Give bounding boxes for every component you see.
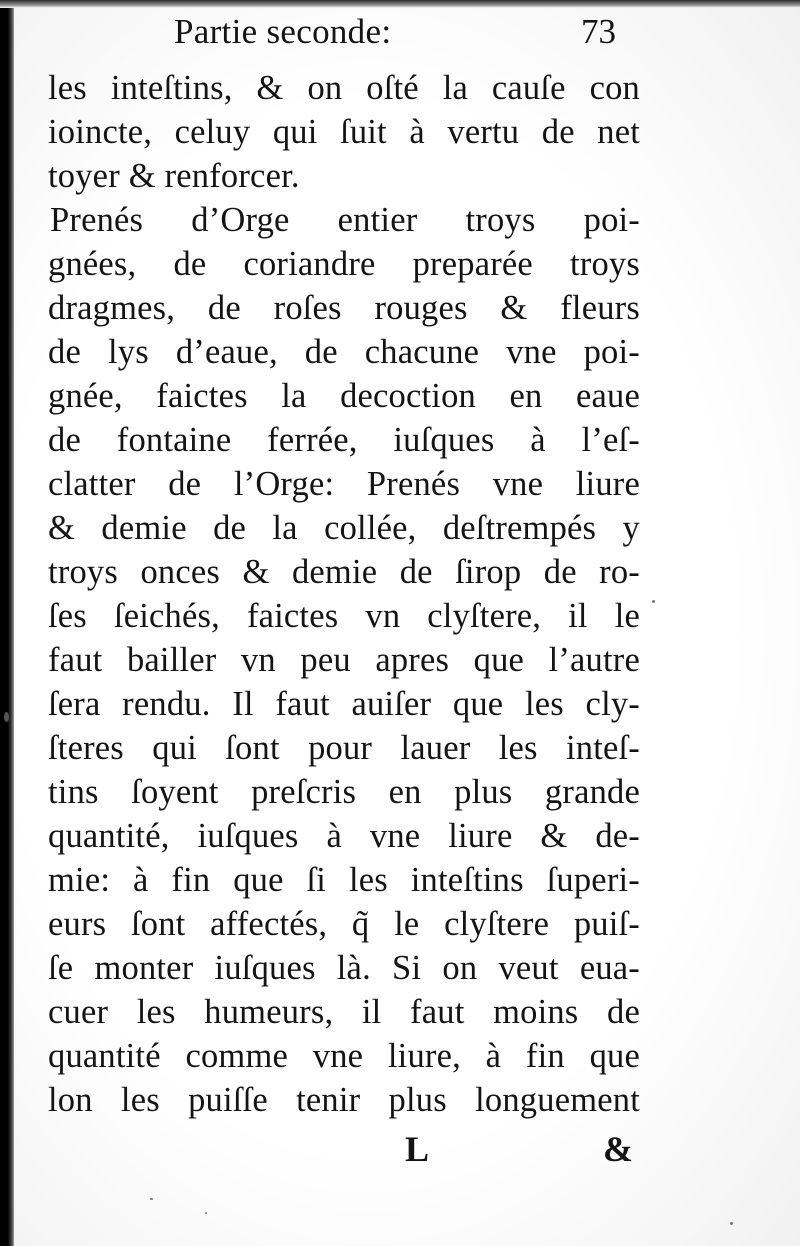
page-header [0,12,800,68]
text-line: eurs ſont affectés, q̃ le clyſtere puiſ- [48,905,640,943]
ink-speck [4,712,9,722]
paragraph-first-line: Prenés d’Orge entier troys poi- [50,201,640,239]
text-line: lon les puiſſe tenir plus longuement [48,1081,640,1119]
text-line: tins ſoyent preſcris en plus grande [48,773,640,811]
catchword: & [603,1129,633,1169]
ink-speck [150,1198,153,1200]
signature-mark: L [405,1129,430,1169]
text-line: ſes ſeichés, faictes vn clyſtere, il le [48,597,640,635]
text-line: les inteſtins, & on oſté la cauſe con [48,69,640,107]
text-line: de fontaine ferrée, iuſques à l’eſ- [48,421,640,459]
text-line: troys onces & demie de ſirop de ro- [48,553,640,591]
text-line: ſera rendu. Il faut auiſer que les cly- [48,685,640,723]
running-head: Partie seconde: [174,12,392,51]
text-line: clatter de l’Orge: Prenés vne liure [48,465,640,503]
text-line: de lys d’eaue, de chacune vne poi- [48,333,640,371]
text-line: gnées, de coriandre preparée troys [48,245,640,283]
page-gutter-edge [0,0,14,1246]
page-top-edge [0,0,800,8]
ink-speck [730,1222,733,1225]
text-line: toyer & renforcer. [48,157,300,195]
page-number: 73 [581,12,616,51]
text-line: quantité, iuſques à vne liure & de- [48,817,640,855]
text-line: ſteres qui ſont pour lauer les inteſ- [48,729,640,767]
text-line: dragmes, de roſes rouges & fleurs [48,289,640,327]
text-line: ſe monter iuſques là. Si on veut eua- [48,949,640,987]
text-line: mie: à fin que ſi les inteſtins ſuperi- [48,861,640,899]
text-line: ioincte, celuy qui ſuit à vertu de net [48,113,640,151]
text-line: gnée, faictes la decoction en eaue [48,377,640,415]
text-line: & demie de la collée, deſtrempés y [48,509,640,547]
text-line: cuer les humeurs, il faut moins de [48,993,640,1031]
text-line: quantité comme vne liure, à fin que [48,1037,640,1075]
ink-speck [205,1212,207,1214]
text-line: faut bailler vn peu apres que l’autre [48,641,640,679]
body-text [48,66,640,1122]
ink-speck [652,600,655,603]
page-footer [0,1128,800,1178]
